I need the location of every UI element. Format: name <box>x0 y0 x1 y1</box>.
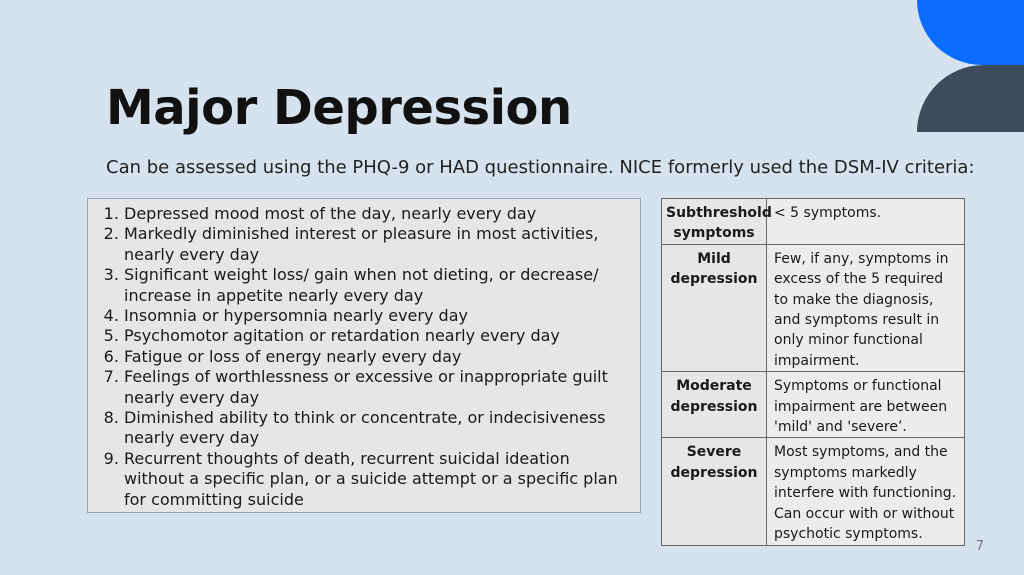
blue-quarter-shape <box>917 0 1024 65</box>
severity-description: Most symptoms, and the symptoms markedly interfere with functioning. Can occur with or without psychotic symptoms. <box>767 438 965 545</box>
severity-level: Moderate depression <box>662 372 767 438</box>
table-row <box>662 199 965 245</box>
criteria-item: 1. Depressed mood most of the day, nearly every day <box>124 204 632 224</box>
severity-level: Mild depression <box>662 244 767 371</box>
severity-table <box>661 198 965 546</box>
severity-level: Subthreshold symptoms <box>662 199 767 245</box>
slide-subtitle: Can be assessed using the PHQ-9 or HAD questionnaire. NICE formerly used the DSM-IV criteria: <box>106 157 975 178</box>
slide-title: Major Depression <box>106 80 572 136</box>
criteria-item: 4. Insomnia or hypersomnia nearly every day <box>124 306 632 326</box>
criteria-item: 6. Fatigue or loss of energy nearly every day <box>124 347 632 367</box>
page-number: 7 <box>975 539 984 554</box>
criteria-item: 5. Psychomotor agitation or retardation nearly every day <box>124 326 632 346</box>
severity-description: Few, if any, symptoms in excess of the 5 required to make the diagnosis, and symptoms result in only minor functional impairment. <box>767 244 965 371</box>
table-row <box>662 438 965 545</box>
criteria-item: 2. Markedly diminished interest or pleasure in most activities, nearly every day <box>124 224 632 265</box>
criteria-item: 7. Feelings of worthlessness or excessive or inappropriate guilt nearly every day <box>124 367 632 408</box>
severity-description: < 5 symptoms. <box>767 199 965 245</box>
corner-decoration <box>914 0 1024 135</box>
dsm-criteria-box <box>87 198 641 513</box>
criteria-list <box>96 204 632 510</box>
table-row <box>662 372 965 438</box>
severity-description: Symptoms or functional impairment are between 'mild' and 'severe’. <box>767 372 965 438</box>
severity-level: Severe depression <box>662 438 767 545</box>
criteria-item: 8. Diminished ability to think or concentrate, or indecisiveness nearly every day <box>124 408 632 449</box>
criteria-item: 3. Significant weight loss/ gain when not dieting, or decrease/ increase in appetite nearly every day <box>124 265 632 306</box>
table-row <box>662 244 965 371</box>
slate-quarter-shape <box>917 65 1024 132</box>
criteria-item: 9. Recurrent thoughts of death, recurrent suicidal ideation without a specific plan, or a suicide attempt or a specific plan for committing suicide <box>124 449 632 510</box>
